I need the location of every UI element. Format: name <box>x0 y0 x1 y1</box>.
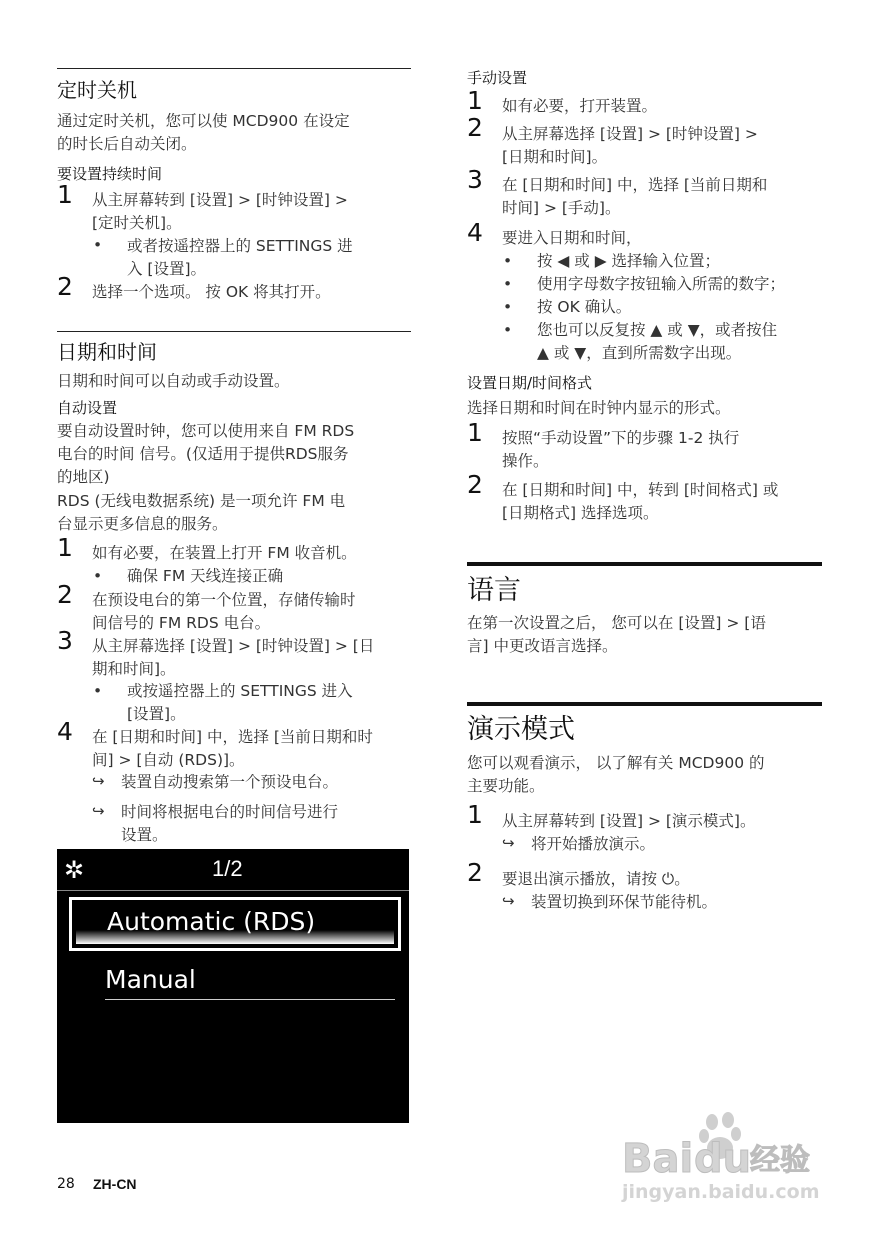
auto-step3-bullet-line2: [设置]。 <box>127 705 186 723</box>
section-title-demo: 演示模式 <box>467 714 575 745</box>
step-number: 2 <box>467 858 483 887</box>
section-rule <box>57 331 411 332</box>
section-title-language: 语言 <box>467 575 521 606</box>
watermark-brand-text: Bai <box>622 1136 694 1182</box>
auto-step3-line1: 从主屏幕选择 [设置] > [时钟设置] > [日 <box>92 637 375 655</box>
auto-step4-result2-line1: 时间将根据电台的时间信号进行 <box>121 803 339 821</box>
step-number: 2 <box>57 272 73 301</box>
section-rule <box>467 562 822 566</box>
auto-step3-line2: 期和时间]。 <box>92 660 176 678</box>
manual-step3-line1: 在 [日期和时间] 中，选择 [当前日期和 <box>502 176 768 194</box>
auto-step3-bullet-line1: 或按遥控器上的 SETTINGS 进入 <box>127 682 353 700</box>
auto-step1: 如有必要，在装置上打开 FM 收音机。 <box>92 544 357 562</box>
language-p-line1: 在第一次设置之后， 您可以在 [设置] > [语 <box>467 614 766 632</box>
step-number: 1 <box>57 533 73 562</box>
auto-step4-line1: 在 [日期和时间] 中，选择 [当前日期和时 <box>92 728 373 746</box>
step-number: 3 <box>467 165 483 194</box>
option-manual: Manual <box>105 965 196 994</box>
svg-text:经验: 经验 <box>750 1143 810 1178</box>
device-screen-illustration <box>57 849 409 1123</box>
manual-bullet4-line2: ▲ 或 ▼，直到所需数字出现。 <box>537 344 742 362</box>
demo-step1: 从主屏幕转到 [设置] > [演示模式]。 <box>502 812 756 830</box>
manual-bullet4-line1: 您也可以反复按 ▲ 或 ▼，或者按住 <box>537 321 778 339</box>
auto-subheading: 自动设置 <box>57 399 118 417</box>
format-step2-line1: 在 [日期和时间] 中，转到 [时间格式] 或 <box>502 481 779 499</box>
auto-p1-line2: 电台的时间 信号。(仅适用于提供RDS服务 <box>57 445 349 463</box>
demo-step2-result: 装置切换到环保节能待机。 <box>531 893 718 911</box>
step-number: 2 <box>57 580 73 609</box>
step-number: 1 <box>57 180 73 209</box>
option-automatic-rds: Automatic (RDS) <box>107 907 316 936</box>
format-step1-line2: 操作。 <box>502 452 549 470</box>
result-arrow-icon: ↪ <box>92 802 105 820</box>
step-number: 1 <box>467 418 483 447</box>
step-number: 4 <box>57 717 73 746</box>
step-number: 4 <box>467 218 483 247</box>
manual-step2-line2: [日期和时间]。 <box>502 148 608 166</box>
demo-p-line2: 主要功能。 <box>467 777 545 795</box>
auto-p1-line1: 要自动设置时钟，您可以使用来自 FM RDS <box>57 422 355 440</box>
timer-intro-2: 的时长后自动关闭。 <box>57 135 197 153</box>
bullet-dot: • <box>93 682 103 700</box>
auto-step2-line1: 在预设电台的第一个位置，存储传输时 <box>92 591 356 609</box>
step-number: 3 <box>57 626 73 655</box>
section-rule <box>467 702 822 706</box>
timer-bullet-line2: 入 [设置]。 <box>127 260 207 278</box>
bullet-dot: • <box>93 236 103 254</box>
manual-step3-line2: 时间] > [手动]。 <box>502 199 621 217</box>
timer-intro-1: 通过定时关机，您可以使 MCD900 在设定 <box>57 112 350 130</box>
section-title-datetime: 日期和时间 <box>57 340 157 364</box>
step-number: 2 <box>467 113 483 142</box>
auto-p1-line3: 的地区) <box>57 468 110 486</box>
result-arrow-icon: ↪ <box>502 834 515 852</box>
auto-step4-line2: 间] > [自动 (RDS)]。 <box>92 751 245 769</box>
format-step2-line2: [日期格式] 选择选项。 <box>502 504 659 522</box>
baidu-paw-logo-icon <box>620 1108 820 1203</box>
gear-icon: ✲ <box>64 856 85 884</box>
auto-step4-result2-line2: 设置。 <box>121 826 168 844</box>
baidu-jingyan-watermark <box>620 1108 820 1203</box>
timer-step1-line2: [定时关机]。 <box>92 214 182 232</box>
format-intro: 选择日期和时间在时钟内显示的形式。 <box>467 399 731 417</box>
bullet-dot: • <box>503 252 513 270</box>
format-step1-line1: 按照“手动设置”下的步骤 1-2 执行 <box>502 429 740 447</box>
timer-bullet-line1: 或者按遥控器上的 SETTINGS 进 <box>127 237 353 255</box>
language-p-line2: 言] 中更改语言选择。 <box>467 637 618 655</box>
datetime-intro: 日期和时间可以自动或手动设置。 <box>57 372 290 390</box>
timer-step2: 选择一个选项。 按 OK 将其打开。 <box>92 283 331 301</box>
result-arrow-icon: ↪ <box>502 892 515 910</box>
svg-text:du: du <box>694 1136 752 1182</box>
manual-subheading: 手动设置 <box>467 69 528 87</box>
bullet-dot: • <box>93 567 103 585</box>
watermark-url: jingyan.baidu.com <box>622 1181 820 1203</box>
section-rule <box>57 68 411 69</box>
auto-step4-result1: 装置自动搜索第一个预设电台。 <box>121 773 339 791</box>
auto-p2-line2: 台显示更多信息的服务。 <box>57 515 228 533</box>
manual-bullet2: 使用字母数字按钮输入所需的数字； <box>537 275 786 293</box>
step-number: 1 <box>467 800 483 829</box>
option-divider <box>105 999 395 1000</box>
step-number: 2 <box>467 470 483 499</box>
auto-step2-line2: 间信号的 FM RDS 电台。 <box>92 614 271 632</box>
manual-step1: 如有必要，打开装置。 <box>502 97 658 115</box>
bullet-dot: • <box>503 275 513 293</box>
manual-step2-line1: 从主屏幕选择 [设置] > [时钟设置] > <box>502 125 758 143</box>
manual-bullet3: 按 OK 确认。 <box>537 298 632 316</box>
manual-bullet1: 按 ◀ 或 ▶ 选择输入位置； <box>537 252 721 270</box>
step-number: 1 <box>467 86 483 115</box>
result-arrow-icon: ↪ <box>92 772 105 790</box>
page-indicator: 1/2 <box>212 856 243 881</box>
language-code: ZH-CN <box>93 1176 137 1192</box>
timer-step1-line1: 从主屏幕转到 [设置] > [时钟设置] > <box>92 191 348 209</box>
demo-step1-result: 将开始播放演示。 <box>531 835 656 853</box>
section-title-timer: 定时关机 <box>57 78 137 102</box>
timer-subheading: 要设置持续时间 <box>57 165 163 183</box>
auto-p2-line1: RDS (无线电数据系统) 是一项允许 FM 电 <box>57 492 346 510</box>
format-subheading: 设置日期/时间格式 <box>467 374 593 392</box>
bullet-dot: • <box>503 298 513 316</box>
manual-step4: 要进入日期和时间， <box>502 229 642 247</box>
demo-step2: 要退出演示播放，请按 ⏻。 <box>502 870 690 888</box>
demo-p-line1: 您可以观看演示， 以了解有关 MCD900 的 <box>467 754 765 772</box>
auto-step1-bullet: 确保 FM 天线连接正确 <box>127 567 284 585</box>
page-number: 28 <box>57 1176 75 1192</box>
bullet-dot: • <box>503 321 513 339</box>
